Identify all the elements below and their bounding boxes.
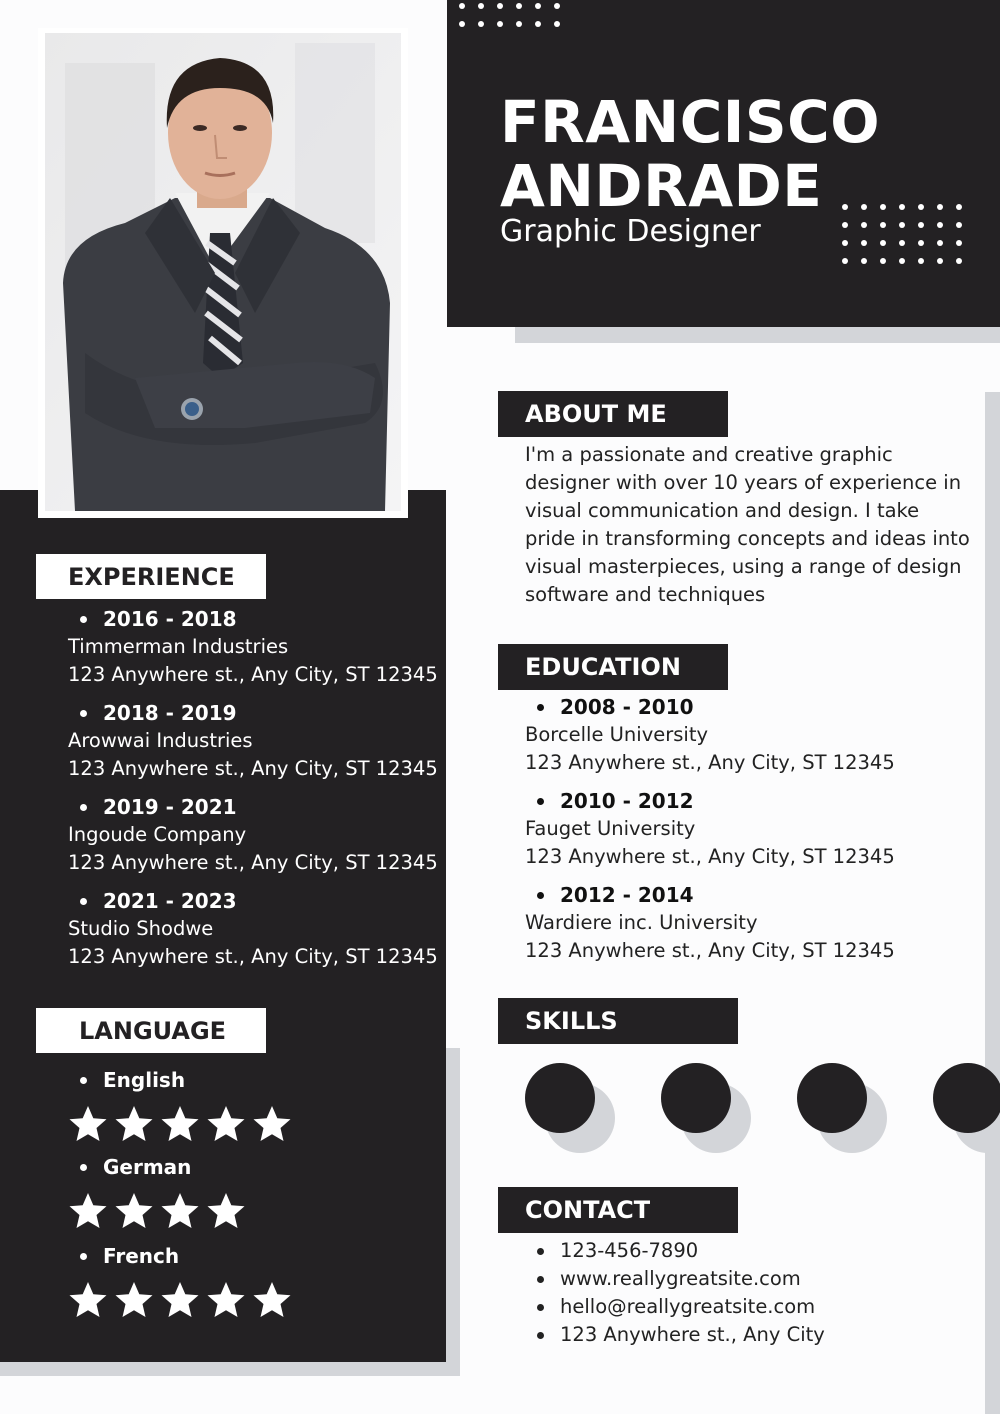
- star-icon: [114, 1191, 154, 1231]
- star-icon: [114, 1280, 154, 1320]
- language-item-english: [68, 1068, 292, 1144]
- education-school: Borcelle University: [525, 723, 709, 746]
- dot-pattern-top: [459, 3, 560, 27]
- star-icon: [206, 1280, 246, 1320]
- rating-stars: [68, 1191, 246, 1231]
- bullet-icon: [537, 892, 544, 899]
- language-heading: LANGUAGE: [36, 1008, 266, 1053]
- contact-heading: CONTACT: [498, 1187, 738, 1233]
- experience-address: 123 Anywhere st., Any City, ST 12345: [68, 851, 438, 874]
- star-icon: [160, 1191, 200, 1231]
- experience-heading: EXPERIENCE: [36, 554, 266, 599]
- rating-stars: [68, 1280, 292, 1320]
- experience-item: [68, 793, 438, 877]
- star-icon: [114, 1104, 154, 1144]
- experience-list: [68, 605, 438, 981]
- bullet-icon: [80, 898, 87, 905]
- skill-circle-icon: [525, 1063, 615, 1153]
- contact-list: [525, 1237, 825, 1349]
- language-name: German: [103, 1155, 192, 1179]
- contact-phone: 123-456-7890: [525, 1237, 825, 1265]
- star-icon: [252, 1104, 292, 1144]
- experience-item: [68, 699, 438, 783]
- header-shadow: [515, 327, 1000, 343]
- experience-address: 123 Anywhere st., Any City, ST 12345: [68, 757, 438, 780]
- bullet-icon: [80, 804, 87, 811]
- education-years: 2008 - 2010: [560, 695, 694, 719]
- education-item: [525, 881, 985, 965]
- star-icon: [160, 1104, 200, 1144]
- contact-address: 123 Anywhere st., Any City: [525, 1321, 825, 1349]
- experience-company: Studio Shodwe: [68, 917, 214, 940]
- star-icon: [68, 1191, 108, 1231]
- experience-item: [68, 887, 438, 971]
- experience-address: 123 Anywhere st., Any City, ST 12345: [68, 945, 438, 968]
- bullet-icon: [537, 1276, 544, 1283]
- star-icon: [68, 1104, 108, 1144]
- first-name: FRANCISCO: [500, 88, 880, 156]
- bullet-icon: [537, 798, 544, 805]
- about-text: I'm a passionate and creative graphic designer with over 10 years of experience in visual communication and design. I take pride in transforming concepts and ideas into visual masterpieces, using a range of design software and techniques: [525, 443, 970, 606]
- language-name: French: [103, 1244, 180, 1268]
- education-years: 2012 - 2014: [560, 883, 694, 907]
- education-address: 123 Anywhere st., Any City, ST 12345: [525, 939, 895, 962]
- education-list: [525, 693, 985, 975]
- skill-circle-icon: [933, 1063, 1000, 1153]
- language-item-french: [68, 1244, 292, 1320]
- left-panel-shadow-bottom: [0, 1362, 460, 1376]
- right-column-shadow: [985, 392, 1000, 1414]
- education-address: 123 Anywhere st., Any City, ST 12345: [525, 845, 895, 868]
- experience-company: Arowwai Industries: [68, 729, 253, 752]
- skill-circle-icon: [661, 1063, 751, 1153]
- skills-list: [525, 1063, 1000, 1153]
- full-name: [500, 90, 880, 218]
- star-icon: [206, 1191, 246, 1231]
- language-item-german: [68, 1155, 246, 1231]
- contact-email[interactable]: hello@reallygreatsite.com: [525, 1293, 825, 1321]
- experience-company: Timmerman Industries: [68, 635, 289, 658]
- education-item: [525, 693, 985, 777]
- education-heading: EDUCATION: [498, 644, 728, 690]
- profile-photo-frame: [38, 28, 408, 518]
- about-heading: ABOUT ME: [498, 391, 728, 437]
- experience-years: 2021 - 2023: [103, 889, 237, 913]
- star-icon: [206, 1104, 246, 1144]
- bullet-icon: [80, 1077, 87, 1084]
- skills-heading: SKILLS: [498, 998, 738, 1044]
- left-panel-shadow: [446, 1048, 460, 1376]
- experience-item: [68, 605, 438, 689]
- education-school: Wardiere inc. University: [525, 911, 758, 934]
- bullet-icon: [537, 1248, 544, 1255]
- education-school: Fauget University: [525, 817, 696, 840]
- education-years: 2010 - 2012: [560, 789, 694, 813]
- experience-years: 2018 - 2019: [103, 701, 237, 725]
- last-name: ANDRADE: [500, 152, 823, 220]
- bullet-icon: [80, 616, 87, 623]
- profile-photo: [45, 33, 401, 511]
- experience-company: Ingoude Company: [68, 823, 247, 846]
- job-title: Graphic Designer: [500, 214, 761, 249]
- bullet-icon: [80, 1253, 87, 1260]
- star-icon: [68, 1280, 108, 1320]
- skill-circle-icon: [797, 1063, 887, 1153]
- bullet-icon: [80, 1164, 87, 1171]
- rating-stars: [68, 1104, 292, 1144]
- contact-website[interactable]: www.reallygreatsite.com: [525, 1265, 825, 1293]
- language-name: English: [103, 1068, 186, 1092]
- experience-address: 123 Anywhere st., Any City, ST 12345: [68, 663, 438, 686]
- bullet-icon: [537, 704, 544, 711]
- bullet-icon: [80, 710, 87, 717]
- experience-years: 2019 - 2021: [103, 795, 237, 819]
- star-icon: [160, 1280, 200, 1320]
- bullet-icon: [537, 1304, 544, 1311]
- education-address: 123 Anywhere st., Any City, ST 12345: [525, 751, 895, 774]
- bullet-icon: [537, 1332, 544, 1339]
- experience-years: 2016 - 2018: [103, 607, 237, 631]
- education-item: [525, 787, 985, 871]
- star-icon: [252, 1280, 292, 1320]
